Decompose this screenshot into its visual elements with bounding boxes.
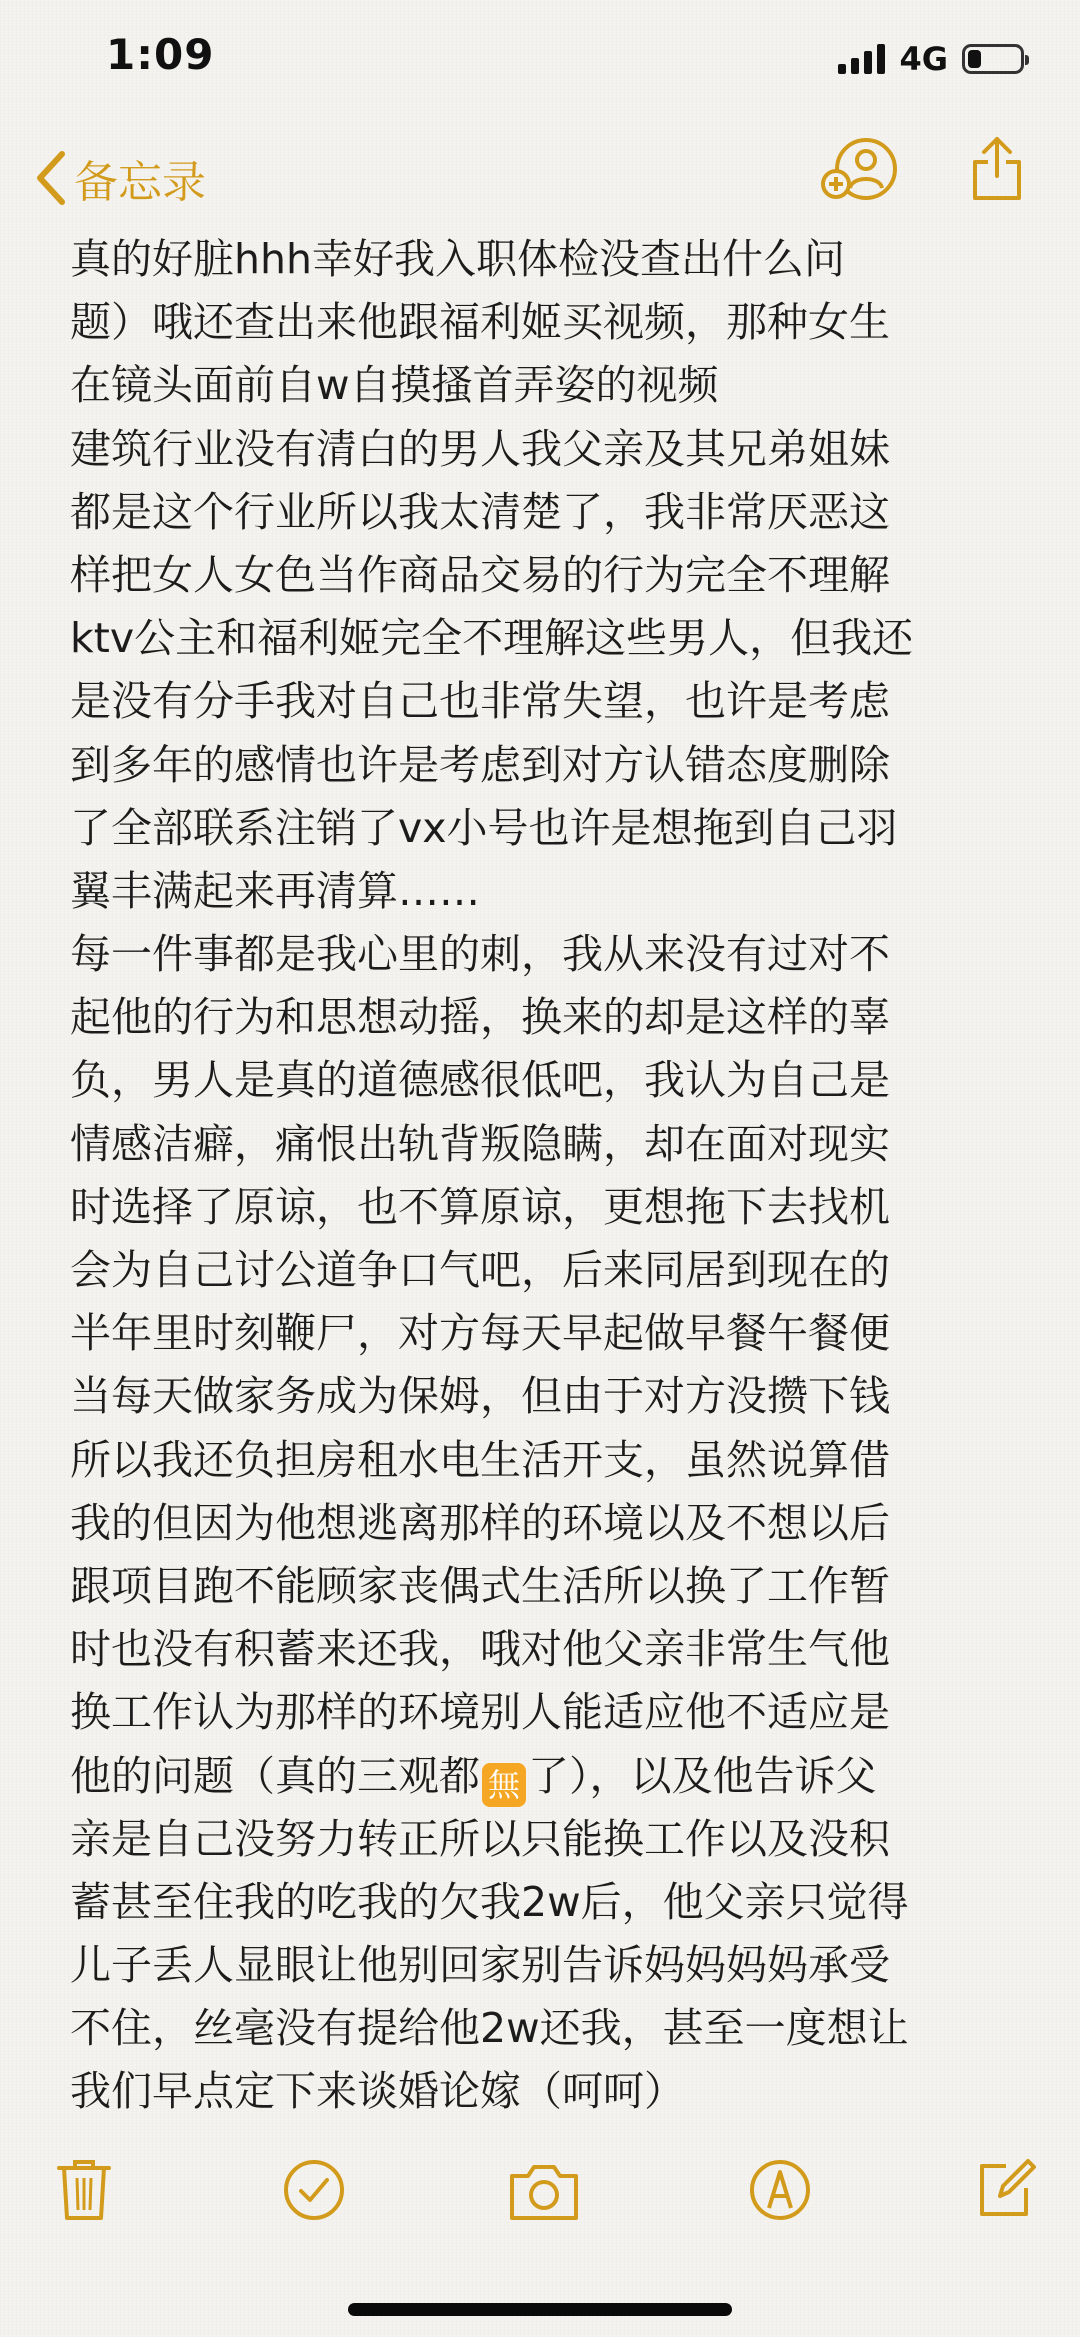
note-line: 时也没有积蓄来还我，哦对他父亲非常生气他 [70, 1625, 890, 1674]
note-line: 真的好脏hhh幸好我入职体检没查出什么问 [70, 235, 845, 283]
note-line: 半年里时刻鞭尸，对方每天早起做早餐午餐便 [70, 1309, 890, 1358]
add-person-button[interactable] [820, 136, 900, 206]
note-line: 我的但因为他想逃离那样的环境以及不想以后 [70, 1498, 890, 1547]
network-type: 4G [899, 40, 948, 78]
checklist-button[interactable] [282, 2158, 346, 2226]
back-button[interactable] [34, 146, 206, 210]
note-line: 换工作认为那样的环境别人能适应他不适应是 [70, 1688, 890, 1737]
note-line: 蓄甚至住我的吃我的欠我2w后，他父亲只觉得 [70, 1877, 909, 1926]
note-body[interactable] [70, 228, 1030, 2124]
share-button[interactable] [970, 136, 1024, 206]
back-label: 备忘录 [74, 157, 206, 208]
note-line: 负，男人是真的道德感很低吧，我认为自己是 [70, 1056, 890, 1105]
note-line: 到多年的感情也许是考虑到对方认错态度删除 [70, 740, 890, 789]
checklist-icon [282, 2158, 346, 2222]
battery-icon [962, 44, 1024, 74]
battery-level [968, 50, 981, 68]
note-line: 起他的行为和思想动摇，换来的却是这样的辜 [70, 993, 890, 1042]
status-time: 1:09 [106, 30, 215, 79]
add-person-icon [820, 136, 900, 202]
note-line: 在镜头面前自w自摸搔首弄姿的视频 [70, 361, 719, 410]
note-line-segment: 他的问题（真的三观都 [70, 1751, 480, 1800]
free-emoji-icon: 無 [482, 1763, 526, 1807]
note-line: 时选择了原谅，也不算原谅，更想拖下去找机 [70, 1182, 890, 1231]
chevron-left-icon [34, 150, 68, 206]
camera-icon [508, 2162, 580, 2222]
note-line: 情感洁癖，痛恨出轨背叛隐瞒，却在面对现实 [70, 1119, 890, 1168]
note-line-segment: 了），以及他告诉父 [528, 1751, 877, 1800]
markup-button[interactable] [748, 2158, 812, 2226]
note-line: 题）哦还查出来他跟福利姬买视频，那种女生 [70, 298, 890, 347]
note-line: 我们早点定下来谈婚论嫁（呵呵） [70, 2067, 685, 2116]
cellular-signal-icon [838, 44, 885, 74]
compose-icon [976, 2158, 1036, 2220]
note-line-with-emoji [70, 1745, 1030, 1808]
note-line: 都是这个行业所以我太清楚了，我非常厌恶这 [70, 487, 890, 536]
note-line: 亲是自己没努力转正所以只能换工作以及没积 [70, 1814, 890, 1863]
note-line: 会为自己讨公道争口气吧，后来同居到现在的 [70, 1246, 890, 1294]
note-line: 不住，丝毫没有提给他2w还我，甚至一度想让 [70, 2004, 909, 2053]
note-line: 翼丰满起来再清算…… [70, 866, 480, 915]
camera-button[interactable] [508, 2162, 580, 2226]
status-indicators [838, 40, 1024, 78]
delete-button[interactable] [56, 2158, 112, 2226]
note-line: 跟项目跑不能顾家丧偶式生活所以换了工作暂 [70, 1561, 890, 1610]
home-indicator[interactable] [348, 2303, 732, 2316]
note-line: 当每天做家务成为保姆，但由于对方没攒下钱 [70, 1372, 890, 1421]
note-line: 是没有分手我对自己也非常失望，也许是考虑 [70, 677, 890, 726]
note-line: 样把女人女色当作商品交易的行为完全不理解 [70, 550, 890, 599]
markup-icon [748, 2158, 812, 2222]
trash-icon [56, 2158, 112, 2222]
share-icon [970, 136, 1024, 202]
note-line: 儿子丢人显眼让他别回家别告诉妈妈妈妈承受 [70, 1941, 890, 1990]
note-line: 所以我还负担房租水电生活开支，虽然说算借 [70, 1435, 890, 1484]
compose-button[interactable] [976, 2158, 1036, 2224]
note-line: 建筑行业没有清白的男人我父亲及其兄弟姐妹 [70, 424, 890, 473]
note-line: ktv公主和福利姬完全不理解这些男人，但我还 [70, 614, 914, 663]
note-line: 了全部联系注销了vx小号也许是想拖到自己羽 [70, 803, 898, 852]
note-line: 每一件事都是我心里的刺，我从来没有过对不 [70, 930, 890, 979]
